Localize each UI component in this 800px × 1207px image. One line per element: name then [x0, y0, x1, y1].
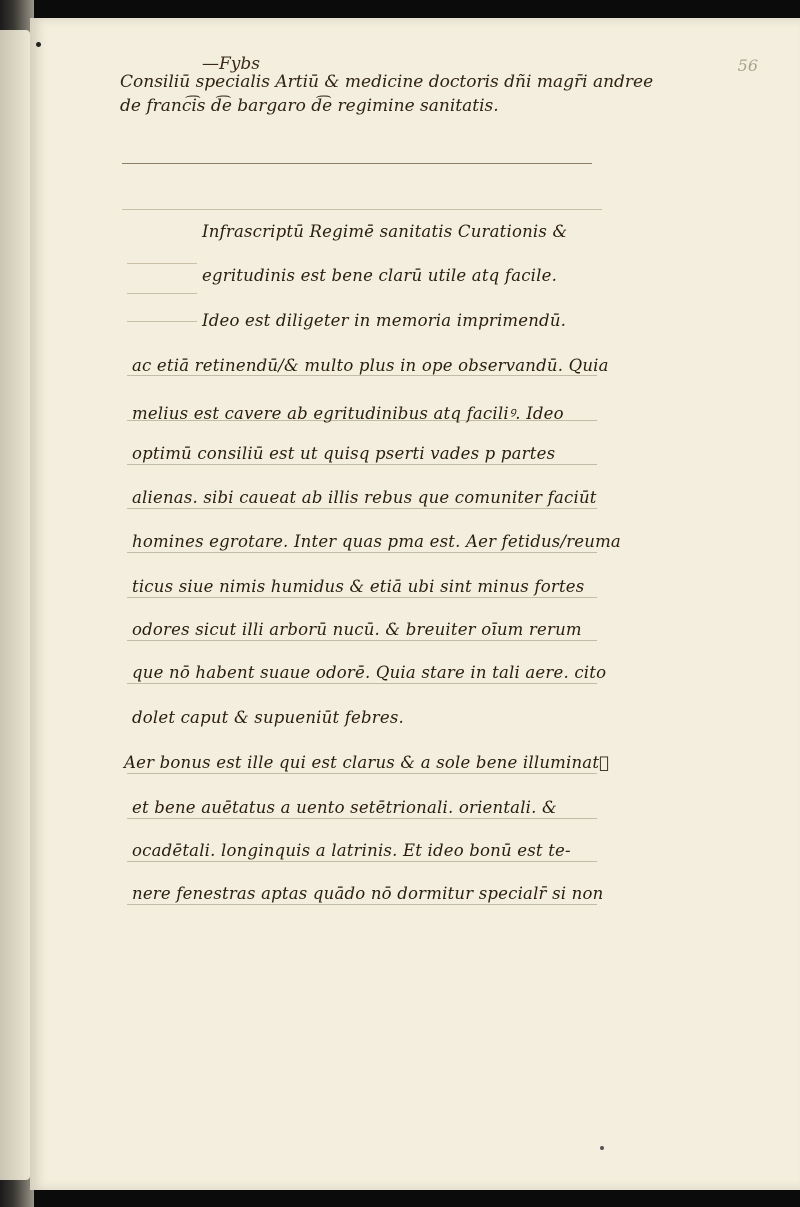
- ruling-line: [127, 293, 197, 294]
- interlinear-note: —Fybs: [202, 54, 261, 74]
- ruling-line: [127, 508, 597, 509]
- margin-dot: [36, 42, 41, 47]
- text-line: nere fenestras aptas quādo nō dormitur specialr̄ si non: [132, 884, 604, 903]
- text-line: ac etiā retinendū/& multo plus in ope observandū. Quia: [132, 356, 609, 375]
- text-line: dolet caput & supueniūt febres.: [132, 708, 404, 727]
- ruling-line: [122, 163, 592, 164]
- ruling-line: [127, 773, 597, 774]
- ruling-line: [127, 321, 197, 322]
- ruling-line: [127, 375, 597, 376]
- folio-number: 56: [737, 56, 758, 75]
- manuscript-page: [30, 18, 800, 1190]
- text-line: ocadētali. longinquis a latrinis. Et ideo bonū est te-: [132, 841, 571, 860]
- text-line: ticus siue nimis humidus & etiā ubi sint minus fortes: [132, 577, 585, 596]
- ruling-line: [127, 818, 597, 819]
- ruling-line: [127, 552, 597, 553]
- text-line: odores sicut illi arborū nucū. & breuiter oīum rerum: [132, 620, 582, 639]
- text-line: et bene auētatus a uento setētrionali. orientali. &: [132, 798, 557, 817]
- heading-line-1: Consiliū specialis Artiū & medicine doctoris dñi magr̄i andree: [120, 72, 654, 92]
- ruling-line: [127, 640, 597, 641]
- text-line: melius est cavere ab egritudinibus atq faciliꝰ. Ideo: [132, 404, 564, 423]
- text-line: egritudinis est bene clarū utile atq facile.: [202, 266, 558, 285]
- text-line: alienas. sibi caueat ab illis rebus que comuniter faciūt: [132, 488, 597, 507]
- ruling-line: [127, 263, 197, 264]
- text-line: Infrascriptū Regimē sanitatis Curationis &: [202, 222, 568, 241]
- manuscript-heading: [120, 70, 720, 118]
- ruling-line: [127, 420, 597, 421]
- ruling-line: [127, 464, 597, 465]
- text-line: Ideo est diligeter in memoria imprimendū.: [202, 311, 567, 330]
- facing-page-edge: [0, 30, 30, 1180]
- ruling-line: [122, 209, 602, 210]
- text-line: homines egrotare. Inter quas pma est. Aer fetidus/reuma: [132, 532, 621, 551]
- text-line: Aer bonus est ille qui est clarus & a sole bene illuminat᷑: [124, 753, 610, 772]
- text-line: optimū consiliū est ut quisq pserti vades p partes: [132, 444, 556, 463]
- ruling-line: [127, 597, 597, 598]
- ruling-line: [127, 683, 597, 684]
- text-line: que nō habent suaue odorē. Quia stare in tali aere. cito: [132, 663, 607, 682]
- ruling-line: [127, 861, 597, 862]
- heading-line-2: de franc͡is d͡e bargaro d͡e regimine sanitatis.: [120, 96, 499, 116]
- margin-dot: [600, 1146, 604, 1150]
- ruling-line: [127, 904, 597, 905]
